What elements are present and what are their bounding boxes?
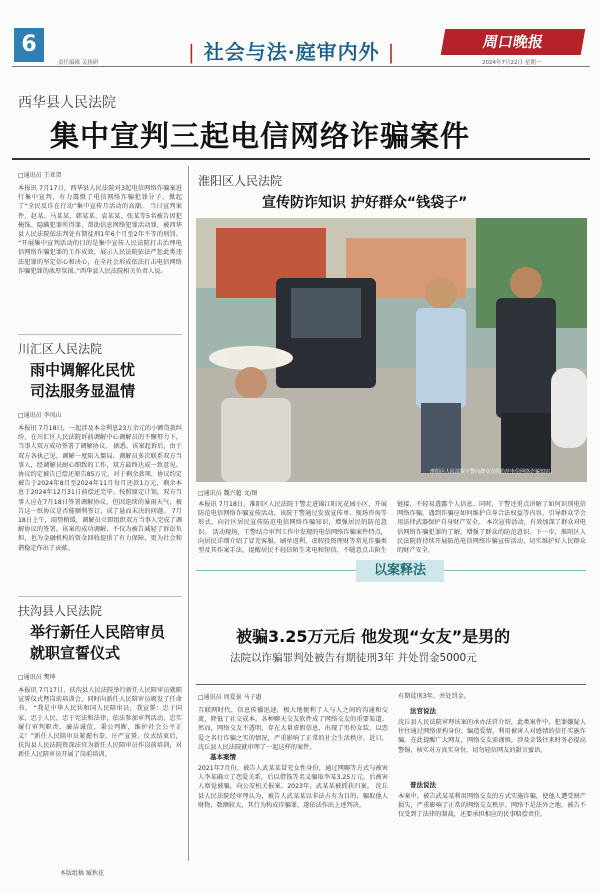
xihua-headline: 集中宣判三起电信网络诈骗案件: [50, 119, 471, 153]
case-headline: 被骗3.25万元后 他发现“女友”是男的: [236, 627, 511, 646]
editor-credit: 责任编辑 关执研: [58, 60, 99, 66]
case-rule: [196, 684, 586, 685]
chuanhui-body: 本报讯 7月18日，一起涉及本金利息23万余元的小额贷款纠纷，在川汇区人民法院诉前调解中心调解员的不懈努力下，当事人双方成功签署了调解协议。 据悉，该案起诉后，由于双方各执己见，调解一度陷入僵局。调解员多次联系双方当事人，经调解员耐心细致的工作，双方最终达成一致意见。协议约定被告已偿还原告85万元，对于剩余款项，协议约定被告于2024年8月至2024年11月每月还款1万元，剩余本息于2024年12月31日前偿还完毕。按照原定计划，双方当事人应在7月18日签署调解协议，但因连续的暴雨天气，被告这一纸协议是否能顺利签订，成了悬而未决的问题。 7月18日上午，雨势稍缓，调解员立即组织双方当事人完成了调解协议的签署。该案的成功调解，不仅为被告减轻了诉讼负担，也为金融机构的资金回收提供了有力保障，更为社会和谐稳定作出了贡献。: [18, 425, 182, 552]
xihua-body: 本报讯 7月17日，西华县人民法院对3起电信网络诈骗案进行集中宣判，有力震慑了电信网络诈骗犯罪分子，掀起了“全民反诈在行动”集中宣传月活动的高潮。 当日宣判案件，赵某、马某某、韩某某、袁某某、张某等5名被告因犯掩饰、隐瞒犯罪所得罪、帮助信息网络犯罪活动罪，被西华县人民法院依法判处有期徒刑1年6个月至2年不等的刑罚。 “开展集中宣判活动的目的是集中宣传人民法院打击治理电信网络诈骗犯罪的工作成效，展示人民法院依法严惩此类违法犯罪的坚定信心和决心，在全社会形成依法打击电信网络诈骗犯罪的浓厚氛围。”西华县人民法院相关负责人说。: [18, 185, 182, 275]
case-judge-comment: 沈丘县人民法院审理该案的承办法官介绍，此类案件中，犯罪嫌疑人往往通过网络虚构身份、编造爱情，利用被害人对感情的信任实施诈骗。在此提醒广大网友，网络交友需谨慎，涉及金钱往来时务必提高警惕，核实对方真实身份，切勿轻信网友的甜言蜜语。: [398, 719, 586, 754]
newspaper-logo: 周口晚报: [441, 29, 586, 55]
case-byline: □通讯员 周爱景 马子惠: [198, 694, 262, 701]
case-subhead-law: 普法说法: [410, 781, 436, 789]
headline-rule: [12, 158, 590, 160]
chuanhui-headline: [30, 360, 135, 402]
case-subheadline: 法院以诈骗罪判处被告有期徒刑3年 并处罚金5000元: [230, 652, 477, 664]
huaiyang-headline: 宣传防诈知识 护好群众“钱袋子”: [262, 195, 468, 211]
banner-rule-right: [444, 570, 586, 571]
chuanhui-byline: □通讯员 李凤山: [18, 412, 62, 419]
page-number: 6: [14, 28, 44, 62]
fugou-body: 本报讯 7月17日，扶沟县人民法院举行新任人民陪审员就职宣誓仪式暨岗前培训会，同时向新任人民陪审员颁发了任命书。 “我是中华人民共和国人民陪审员，我宣誓：忠于国家，忠于人民，忠于宪法和法律，依法参加审判活动，忠实履行审判职责，廉洁诚信，秉公判断，维护社会公平正义！”新任人民陪审员紧握右拳，庄严宣誓。仪式结束后，扶沟县人民法院资深法官为新任人民陪审员作岗前培训，对新任人民陪审员开展了岗前培训。: [18, 687, 182, 759]
banner-rule-left: [196, 570, 356, 571]
issue-date: 2024年7月22日 星期一: [482, 60, 542, 66]
case-verdict-tail: 有期徒刑3年，并处罚金。: [398, 693, 470, 700]
section-title: | 社会与法·庭审内外 |: [188, 40, 396, 64]
fugou-headline: [30, 622, 165, 664]
divider: [18, 596, 182, 597]
chuanhui-court-label: 川汇区人民法院: [18, 342, 103, 356]
page-footer: 本版组稿 臧秋花: [60, 870, 104, 877]
huaiyang-body: 本报讯 7月18日，淮阳区人民法院干警走进锦江阳光花园小区，开展防范电信网络诈骗宣传活动，该院干警通过发放宣传单、现场咨询等形式，向社区居民宣传防范电信网络诈骗知识，增强居民的防范意识。 活动现场，干警结合审判工作中发现的电信网络诈骗案件特点，向居民详细介绍了冒充客服、刷单返利、虚假投资理财等常见诈骗类型及其作案手法，提醒居民不轻信陌生来电和短信，不随意点击陌生链接，不轻易透露个人信息。同时，干警还重点讲解了如何识别电信网络诈骗、遇到诈骗应如何维护自身合法权益等内容，引导群众学会用法律武器保护自身财产安全。 本次宣传活动，有效加深了群众对电信网络诈骗犯罪的了解，增强了群众的防范意识。下一步，淮阳区人民法院将持续开展防范电信网络诈骗宣传活动，切实维护好人民群众的财产安全。: [198, 501, 586, 555]
case-law-comment: 本案中，被告武某某利用网络交友的方式实施诈骗，使他人遭受财产损失，严重影响了正常的网络交友秩序。网络不是法外之地，被告不仅受到了法律的制裁，还要承担相应的民事赔偿责任。: [398, 793, 586, 819]
xihua-court-label: 西华县人民法院: [18, 95, 116, 111]
case-subhead-facts: 基本案情: [210, 753, 236, 761]
huaiyang-byline: □通讯员 魏兴超 文/图: [198, 490, 258, 497]
header-rule: [12, 66, 590, 67]
fugou-court-label: 扶沟县人民法院: [18, 604, 103, 618]
fugou-headline-line2: 就职宣誓仪式: [30, 644, 121, 662]
chuanhui-headline-line2: 司法服务显温情: [30, 382, 136, 400]
case-intro: 互联网时代，信息传播迅速，极大地便利了人与人之间的沟通和交流，降低了社交成本。各种聊天交友软件成了网络交友的重要渠道。然而，网络交友不透明，存在大量虚假信息，出现了男扮女装、以恋爱之名行诈骗之实的情况，严重影响了正常的社会生活秩序。近日，沈丘县人民法院就审理了一起这样的案件。: [198, 707, 388, 750]
case-subhead-judge: 法官说法: [410, 707, 436, 715]
xihua-byline: □通讯员 王亚贺: [18, 172, 62, 179]
fugou-byline: □通讯员 樊坤: [18, 674, 56, 681]
chuanhui-headline-line1: 雨中调解化民忧: [30, 361, 136, 379]
case-facts: 2021年7月份，被告人武某某冒充女性身份，通过网聊等方式与被害人李某确立了恋爱关系，后以借钱等名义骗取李某3.25万元。后被害人察觉被骗，向公安机关报案。2023年，武某某被抓获归案。 沈丘县人民法院经审理认为，被告人武某某以非法占有为目的，骗取他人财物，数额较大，其行为构成诈骗罪，遂依法作出上述判决。: [198, 765, 388, 809]
photo-caption: 淮阳区人民法院干警向群众宣传防范电信网络诈骗知识。: [430, 469, 556, 475]
street-scene-illustration: [196, 218, 587, 482]
divider: [18, 334, 182, 335]
section-title-text: 社会与法·庭审内外: [203, 40, 380, 64]
fugou-headline-line1: 举行新任人民陪审员: [30, 623, 166, 641]
case-column-banner: 以案释法: [356, 560, 444, 582]
news-photo: [196, 218, 587, 482]
column-divider: [188, 166, 189, 861]
huaiyang-court-label: 淮阳区人民法院: [198, 174, 283, 188]
